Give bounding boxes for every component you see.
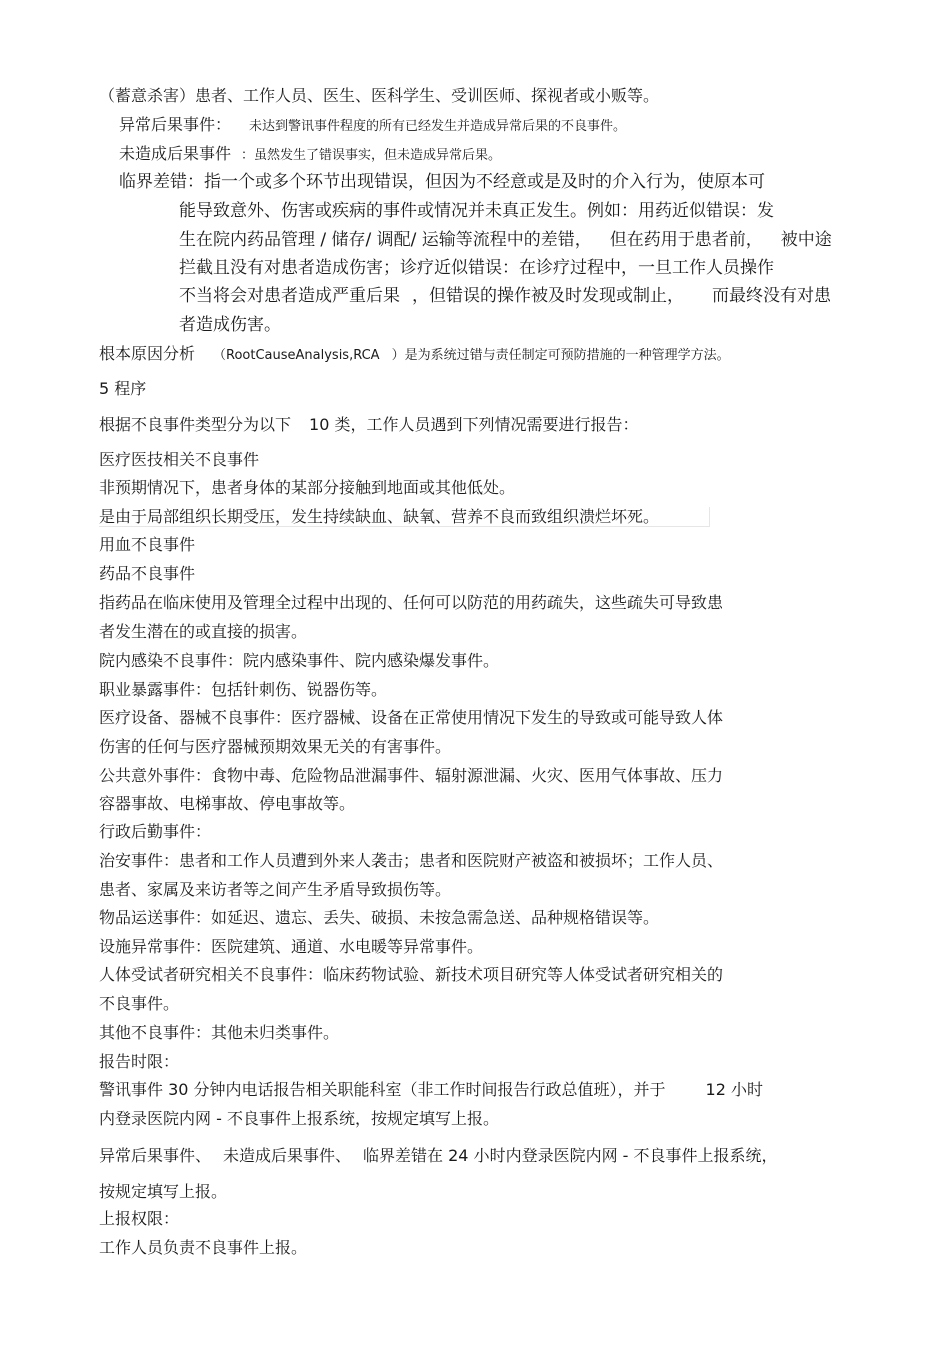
list-item: 容器事故、电梯事故、停电事故等。 bbox=[99, 794, 356, 813]
section-label: 上报权限： bbox=[99, 1209, 180, 1228]
list-item: 医疗设备、器械不良事件：医疗器械、设备在正常使用情况下发生的导致或可能导致人体 bbox=[99, 708, 724, 727]
text-line: 工作人员负责不良事件上报。 bbox=[99, 1238, 308, 1257]
list-item: 者发生潜在的或直接的损害。 bbox=[99, 622, 308, 641]
text-span: 10 类，工作人员遇到下列情况需要进行报告： bbox=[309, 415, 639, 434]
list-item: 公共意外事件：食物中毒、危险物品泄漏事件、辐射源泄漏、火灾、医用气体事故、压力 bbox=[99, 766, 724, 785]
list-item: 非预期情况下，患者身体的某部分接触到地面或其他低处。 bbox=[99, 478, 516, 497]
description: ）是为系统过错与责任制定可预防措施的一种管理学方法。 bbox=[391, 348, 730, 363]
list-item: 职业暴露事件：包括针刺伤、锐器伤等。 bbox=[99, 680, 388, 699]
list-item: 患者、家属及来访者等之间产生矛盾导致损伤等。 bbox=[99, 880, 452, 899]
term: 异常后果事件： bbox=[119, 115, 232, 134]
text-span: 但在药用于患者前， bbox=[609, 230, 763, 250]
text-line: 内登录医院内网 - 不良事件上报系统，按规定填写上报。 bbox=[99, 1109, 499, 1128]
section-label: 报告时限： bbox=[99, 1052, 180, 1071]
text-line: （蓄意杀害）患者、工作人员、医生、医科学生、受训医师、探视者或小贩等。 bbox=[99, 86, 660, 105]
text-span: 12 小时 bbox=[705, 1080, 763, 1099]
definition-rca bbox=[99, 344, 730, 366]
list-item: 药品不良事件 bbox=[99, 564, 196, 583]
text-span: 异常后果事件、 bbox=[99, 1146, 212, 1165]
definition-near-miss bbox=[119, 172, 765, 192]
text-span: 生在院内药品管理 / 储存/ 调配/ 运输等流程中的差错， bbox=[179, 230, 592, 250]
text-span: 不当将会对患者造成严重后果 bbox=[179, 286, 400, 306]
definition-adverse bbox=[119, 115, 626, 137]
list-item: 院内感染不良事件：院内感染事件、院内感染爆发事件。 bbox=[99, 651, 500, 670]
text-line bbox=[179, 230, 832, 250]
text-span: 被中途 bbox=[780, 230, 832, 250]
text-span: 是由于局部组织长期受压，发生持续缺血、缺氧、营养不良而致组织溃烂坏死。 bbox=[99, 507, 710, 527]
term: 根本原因分析 bbox=[99, 344, 196, 363]
list-item: 设施异常事件：医院建筑、通道、水电暖等异常事件。 bbox=[99, 937, 484, 956]
list-item: 人体受试者研究相关不良事件：临床药物试验、新技术项目研究等人体受试者研究相关的 bbox=[99, 965, 724, 984]
text-span: 而最终没有对患 bbox=[712, 286, 831, 306]
text-span: 根据不良事件类型分为以下 bbox=[99, 415, 292, 434]
text-line: 者造成伤害。 bbox=[179, 315, 281, 335]
text-line bbox=[179, 286, 831, 306]
description: 未达到警讯事件程度的所有已经发生并造成异常后果的不良事件。 bbox=[249, 119, 627, 134]
list-item: 指药品在临床使用及管理全过程中出现的、任何可以防范的用药疏失，这些疏失可导致患 bbox=[99, 593, 724, 612]
text-span: ，但错误的操作被及时发现或制止， bbox=[412, 286, 684, 306]
description: 指一个或多个环节出现错误，但因为不经意或是及时的介入行为，使原本可 bbox=[204, 172, 765, 192]
text-span: 警讯事件 30 分钟内电话报告相关职能科室（非工作时间报告行政总值班），并于 bbox=[99, 1080, 666, 1099]
text-line bbox=[99, 1080, 763, 1100]
text-span: 临界差错在 24 小时内登录医院内网 - 不良事件上报系统， bbox=[363, 1146, 778, 1165]
text-span: 未造成后果事件、 bbox=[223, 1146, 352, 1165]
section-heading: 5 程序 bbox=[99, 379, 147, 398]
definition-no-harm bbox=[119, 144, 501, 166]
list-item: 治安事件：患者和工作人员遭到外来人袭击；患者和医院财产被盗和被损坏；工作人员、 bbox=[99, 851, 724, 870]
term: 临界差错： bbox=[119, 172, 204, 192]
text-line: 能导致意外、伤害或疾病的事件或情况并未真正发生。例如：用药近似错误：发 bbox=[179, 201, 774, 221]
list-item: 不良事件。 bbox=[99, 994, 180, 1013]
text-line bbox=[99, 1146, 778, 1166]
list-item: 行政后勤事件： bbox=[99, 822, 212, 841]
term: 未造成后果事件 bbox=[119, 144, 232, 163]
abbrev: （RootCauseAnalysis,RCA bbox=[213, 348, 380, 363]
description: ：虽然发生了错误事实，但未造成异常后果。 bbox=[241, 148, 502, 163]
intro-line bbox=[99, 415, 638, 435]
list-item: 医疗医技相关不良事件 bbox=[99, 450, 260, 469]
list-item: 其他不良事件：其他未归类事件。 bbox=[99, 1023, 340, 1042]
list-item: 物品运送事件：如延迟、遗忘、丢失、破损、未按急需急送、品种规格错误等。 bbox=[99, 908, 660, 927]
list-item: 伤害的任何与医疗器械预期效果无关的有害事件。 bbox=[99, 737, 452, 756]
list-item: 用血不良事件 bbox=[99, 535, 196, 554]
text-line: 按规定填写上报。 bbox=[99, 1182, 228, 1201]
list-item bbox=[99, 507, 710, 527]
text-line: 拦截且没有对患者造成伤害；诊疗近似错误：在诊疗过程中，一旦工作人员操作 bbox=[179, 258, 774, 278]
